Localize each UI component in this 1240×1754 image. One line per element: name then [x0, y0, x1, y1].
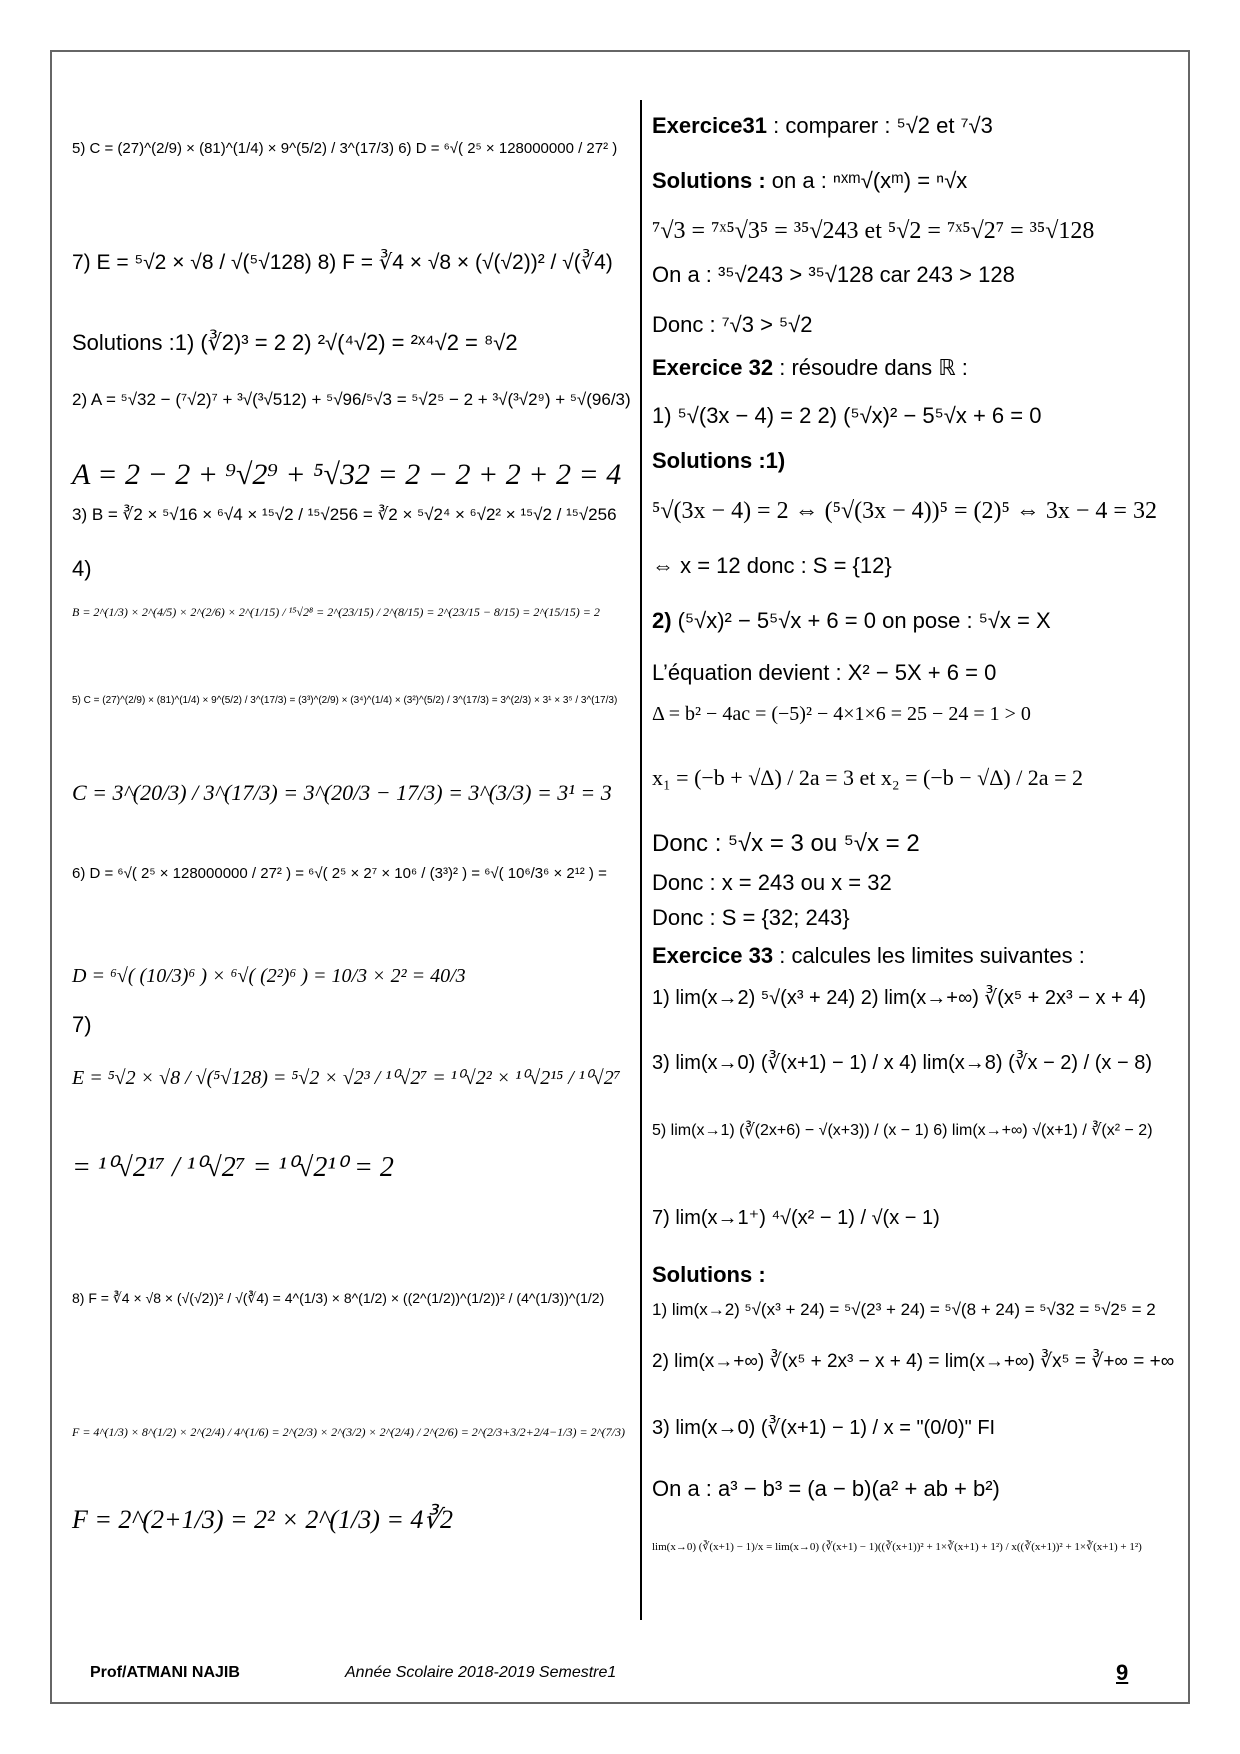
- right-line: [652, 830, 920, 858]
- section-heading: 2): [652, 608, 672, 633]
- line-text: Donc : S = {32; 243}: [652, 905, 850, 930]
- section-heading: Solutions :1): [652, 448, 786, 473]
- left-line: [72, 140, 617, 157]
- right-line: [652, 870, 892, 896]
- section-heading: Exercice 32: [652, 355, 774, 380]
- line-text: A = 2 − 2 + ⁹√2⁹ + ⁵√32 = 2 − 2 + 2 + 2 = 4: [72, 458, 622, 491]
- right-line: [652, 765, 1083, 791]
- footer-author: Prof/ATMANI NAJIB: [90, 1664, 240, 1681]
- line-text: 3) lim(x→0) (∛(x+1) − 1) / x = "(0/0)" FI: [652, 1417, 996, 1439]
- line-text: 6) D = ⁶√( 2⁵ × 128000000 / 27² ) = ⁶√( 2⁵ × 2⁷ × 10⁶ / (3³)² ) = ⁶√( 10⁶/3⁶ × 2¹² ) =: [72, 865, 607, 882]
- right-line: [652, 1415, 995, 1440]
- page-number: 9: [1116, 1660, 1129, 1685]
- right-line: [652, 403, 1041, 429]
- right-line: [652, 660, 996, 686]
- right-line: [652, 703, 1031, 726]
- left-line: [72, 330, 518, 356]
- left-line: [72, 605, 600, 620]
- right-line: [652, 448, 785, 474]
- line-text: : comparer : ⁵√2 et ⁷√3: [767, 113, 993, 138]
- left-line: [72, 865, 607, 882]
- right-line: [652, 943, 1085, 969]
- line-text: On a : a³ − b³ = (a − b)(a² + ab + b²): [652, 1476, 1000, 1501]
- line-text: 7): [72, 1012, 92, 1037]
- right-line: [652, 905, 850, 931]
- right-line: [652, 262, 1015, 288]
- line-text: On a : ³⁵√243 > ³⁵√128 car 243 > 128: [652, 262, 1015, 287]
- left-line: [72, 1012, 92, 1038]
- line-text: L’équation devient : X² − 5X + 6 = 0: [652, 660, 997, 685]
- column-divider: [640, 100, 642, 1620]
- line-text: F = 2^(2+1/3) = 2² × 2^(1/3) = 4∛2: [72, 1505, 453, 1534]
- right-line: [652, 218, 1094, 245]
- line-text: 1) lim(x→2) ⁵√(x³ + 24) 2) lim(x→+∞) ∛(x⁵ + 2x³ − x + 4): [652, 987, 1147, 1009]
- line-text: 5) lim(x→1) (∛(2x+6) − √(x+3)) / (x − 1) 6) lim(x→+∞) √(x+1) / ∛(x² − 2): [652, 1122, 1153, 1139]
- right-line: [652, 168, 967, 194]
- line-text: : résoudre dans ℝ :: [773, 355, 968, 380]
- right-line: [652, 1120, 1153, 1140]
- right-line: [652, 498, 1157, 525]
- line-text: Donc : ⁷√3 > ⁵√2: [652, 312, 813, 337]
- line-text: ⁷√3 = ⁷ˣ⁵√3⁵ = ³⁵√243 et ⁵√2 = ⁷ˣ⁵√2⁷ = ³⁵√128: [652, 218, 1095, 244]
- section-heading: Exercice 33: [652, 943, 774, 968]
- left-line: [72, 695, 617, 706]
- section-heading: Solutions :: [652, 1262, 766, 1287]
- line-text: 4): [72, 556, 92, 581]
- footer-year: Année Scolaire 2018-2019 Semestre1: [345, 1664, 617, 1681]
- line-text: 7) E = ⁵√2 × √8 / √(⁵√128) 8) F = ∛4 × √8 × (√(√2))² / √(∛4): [72, 251, 613, 274]
- right-line: [652, 1300, 1156, 1320]
- line-text: (⁵√x)² − 5⁵√x + 6 = 0 on pose : ⁵√x = X: [671, 608, 1051, 633]
- line-text: 8) F = ∛4 × √8 × (√(√2))² / √(∛4) = 4^(1/3) × 8^(1/2) × ((2^(1/2))^(1/2))² / (4^(1/3))^(1/2): [72, 1290, 605, 1306]
- left-line: [72, 1065, 621, 1090]
- right-line: [652, 1050, 1152, 1075]
- right-line: [652, 113, 993, 139]
- line-text: Donc : x = 243 ou x = 32: [652, 870, 892, 895]
- line-text: 7) lim(x→1⁺) ⁴√(x² − 1) / √(x − 1): [652, 1207, 940, 1229]
- line-text: ⁵√(3x − 4) = 2 ⇔ (⁵√(3x − 4))⁵ = (2)⁵ ⇔ 3x − 4 = 32: [652, 498, 1157, 524]
- line-text: 5) C = (27)^(2/9) × (81)^(1/4) × 9^(5/2) / 3^(17/3) 6) D = ⁶√( 2⁵ × 128000000 / 27² ): [72, 140, 618, 157]
- line-text: Solutions :1) (∛2)³ = 2 2) ²√(⁴√2) = ²ˣ⁴√2 = ⁸√2: [72, 330, 518, 355]
- left-line: [72, 1150, 394, 1184]
- left-line: [72, 556, 92, 582]
- left-line: [72, 250, 613, 275]
- right-line: [652, 355, 968, 381]
- line-text: Donc : ⁵√x = 3 ou ⁵√x = 2: [652, 830, 920, 857]
- left-line: [72, 390, 631, 410]
- line-text: 2) A = ⁵√32 − (⁷√2)⁷ + ³√(³√512) + ⁵√96/⁵√3 = ⁵√2⁵ − 2 + ³√(³√2⁹) + ⁵√(96/3): [72, 390, 631, 409]
- right-line: [652, 1540, 1142, 1553]
- line-text: = ¹⁰√2¹⁷ / ¹⁰√2⁷ = ¹⁰√2¹⁰ = 2: [72, 1152, 394, 1183]
- right-line: [652, 1205, 940, 1230]
- left-line: [72, 1290, 604, 1307]
- line-text: 2) lim(x→+∞) ∛(x⁵ + 2x³ − x + 4) = lim(x→+∞) ∛x⁵ = ∛+∞ = +∞: [652, 1351, 1175, 1372]
- right-line: [652, 608, 1051, 634]
- line-text: 5) C = (27)^(2/9) × (81)^(1/4) × 9^(5/2) / 3^(17/3) = (3³)^(2/9) × (3⁴)^(1/4) × (3²)^(5/2) / 3^(17/3) = 3^(2/3) × 3¹ × 3⁵ / 3^(17/3): [72, 695, 618, 706]
- right-line: [652, 985, 1146, 1010]
- right-line: [652, 1262, 766, 1288]
- left-line: [72, 780, 612, 806]
- line-text: 1) lim(x→2) ⁵√(x³ + 24) = ⁵√(2³ + 24) = ⁵√(8 + 24) = ⁵√32 = ⁵√2⁵ = 2: [652, 1300, 1156, 1319]
- line-text: Δ = b² − 4ac = (−5)² − 4×1×6 = 25 − 24 = 1 > 0: [652, 703, 1031, 725]
- line-text: lim(x→0) (∛(x+1) − 1)/x = lim(x→0) (∛(x+1) − 1)((∛(x+1))² + 1×∛(x+1) + 1²) / x((∛(x+1))² + 1×∛(x+1) + 1²): [652, 1541, 1142, 1553]
- right-line: [652, 553, 892, 579]
- left-line: [72, 1505, 453, 1535]
- line-text: ⇔ x = 12 donc : S = {12}: [652, 553, 892, 578]
- line-text: F = 4^(1/3) × 8^(1/2) × 2^(2/4) / 4^(1/6) = 2^(2/3) × 2^(3/2) × 2^(2/4) / 2^(2/6) = 2^(2/3+3/2+2/4−1/3) = 2^(7/3): [72, 1425, 625, 1439]
- line-text: : calcules les limites suivantes :: [773, 943, 1085, 968]
- right-line: [652, 1476, 1000, 1502]
- line-text: 3) B = ∛2 × ⁵√16 × ⁶√4 × ¹⁵√2 / ¹⁵√256 = ∛2 × ⁵√2⁴ × ⁶√2² × ¹⁵√2 / ¹⁵√256: [72, 505, 617, 524]
- line-text: D = ⁶√( (10/3)⁶ ) × ⁶√( (2²)⁶ ) = 10/3 × 2² = 40/3: [72, 965, 466, 987]
- left-line: [72, 505, 617, 525]
- right-line: [652, 312, 812, 338]
- left-line: [72, 458, 621, 492]
- section-heading: Solutions :: [652, 168, 766, 193]
- line-text: C = 3^(20/3) / 3^(17/3) = 3^(20/3 − 17/3) = 3^(3/3) = 3¹ = 3: [72, 780, 612, 805]
- line-text: B = 2^(1/3) × 2^(4/5) × 2^(2/6) × 2^(1/15) / ¹⁵√2⁸ = 2^(23/15) / 2^(8/15) = 2^(23/15 − 8/15) = 2^(15/15) = 2: [72, 605, 600, 619]
- line-text: on a : ⁿˣᵐ√(xᵐ) = ⁿ√x: [765, 168, 968, 193]
- line-text: 3) lim(x→0) (∛(x+1) − 1) / x 4) lim(x→8) (∛x − 2) / (x − 8): [652, 1052, 1152, 1074]
- right-line: [652, 1350, 1174, 1373]
- line-text: E = ⁵√2 × √8 / √(⁵√128) = ⁵√2 × √2³ / ¹⁰√2⁷ = ¹⁰√2² × ¹⁰√2¹⁵ / ¹⁰√2⁷: [72, 1067, 621, 1089]
- line-text: x₁ = (−b + √Δ) / 2a = 3 et x₂ = (−b − √Δ) / 2a = 2: [652, 765, 1083, 790]
- left-line: [72, 1425, 625, 1440]
- line-text: 1) ⁵√(3x − 4) = 2 2) (⁵√x)² − 5⁵√x + 6 = 0: [652, 403, 1042, 428]
- section-heading: Exercice31: [652, 113, 767, 138]
- left-line: [72, 965, 466, 988]
